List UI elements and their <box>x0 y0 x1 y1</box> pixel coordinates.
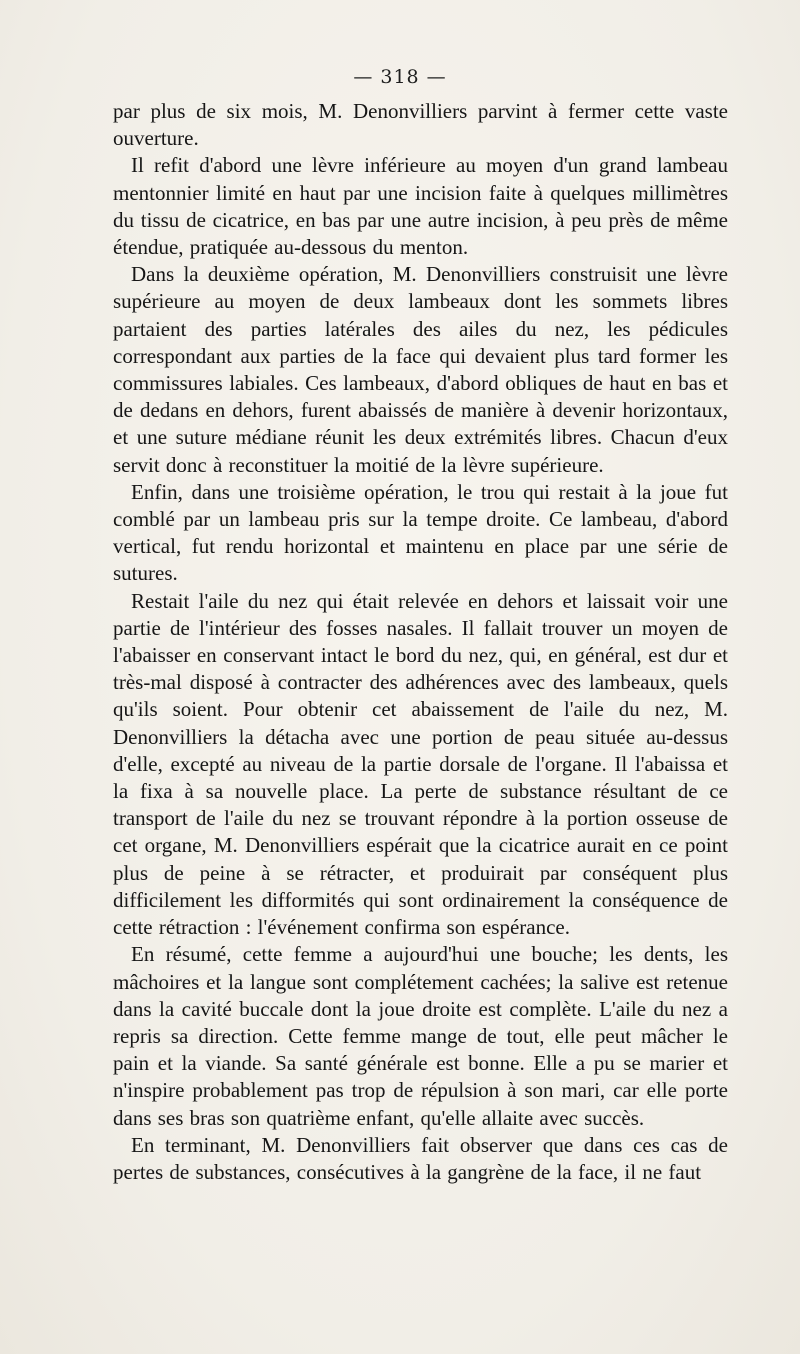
paragraph: Enfin, dans une troisième opération, le trou qui restait à la joue fut comblé par un lambeau pris sur la tempe droite. Ce lambeau, d'abord vertical, fut rendu horizontal et maintenu en place par une série de sutures. <box>113 479 728 586</box>
paragraph: Restait l'aile du nez qui était relevée en dehors et laissait voir une partie de l'intérieur des fosses nasales. Il fallait trouver un moyen de l'abaisser en conservant intact le bord du nez, qui, en général, est dur et très-mal disposé à contracter des adhérences avec des lambeaux, quels qu'ils soient. Pour obtenir cet abaissement de l'aile du nez, M. Denonvilliers la détacha avec une portion de peau située au-dessus d'elle, excepté au niveau de la partie dorsale de l'organe. Il l'abaissa et la fixa à sa nouvelle place. La perte de substance résultant de ce transport de l'aile du nez se trouvant répondre à la portion osseuse de cet organe, M. Denonvilliers espérait que la cicatrice aurait en ce point plus de peine à se rétracter, et produirait par conséquent plus difficilement les difformités qui sont ordinairement la conséquence de cette rétraction : l'événement confirma son espérance. <box>113 588 728 940</box>
page-number: — 318 — <box>353 66 447 88</box>
body-text <box>113 98 728 1186</box>
paragraph: Dans la deuxième opération, M. Denonvilliers construisit une lèvre supérieure au moyen de deux lambeaux dont les sommets libres partaient des parties latérales des ailes du nez, les pédicules correspondant aux parties de la face qui devaient plus tard former les commissures labiales. Ces lambeaux, d'abord obliques de haut en bas et de dedans en dehors, furent abaissés de manière à devenir horizontaux, et une suture médiane réunit les deux extrémités libres. Chacun d'eux servit donc à reconstituer la moitié de la lèvre supérieure. <box>113 262 728 477</box>
paragraph: par plus de six mois, M. Denonvilliers parvint à fermer cette vaste ouverture. <box>113 99 728 151</box>
paragraph: En terminant, M. Denonvilliers fait observer que dans ces cas de pertes de substances, consécutives à la gangrène de la face, il ne faut <box>113 1132 728 1184</box>
paragraph: En résumé, cette femme a aujourd'hui une bouche; les dents, les mâchoires et la langue sont complétement cachées; la salive est retenue dans la cavité buccale dont la joue droite est complète. L'aile du nez a repris sa direction. Cette femme mange de tout, elle peut mâcher le pain et la viande. Sa santé générale est bonne. Elle a pu se marier et n'inspire probablement pas trop de répulsion à son mari, car elle porte dans ses bras son quatrième enfant, qu'elle allaite avec succès. <box>113 942 728 1130</box>
paragraph: Il refit d'abord une lèvre inférieure au moyen d'un grand lambeau mentonnier limité en haut par une incision faite à quelques millimètres du tissu de cicatrice, en bas par une autre incision, à peu près de même étendue, pratiquée au-dessous du menton. <box>113 153 728 260</box>
